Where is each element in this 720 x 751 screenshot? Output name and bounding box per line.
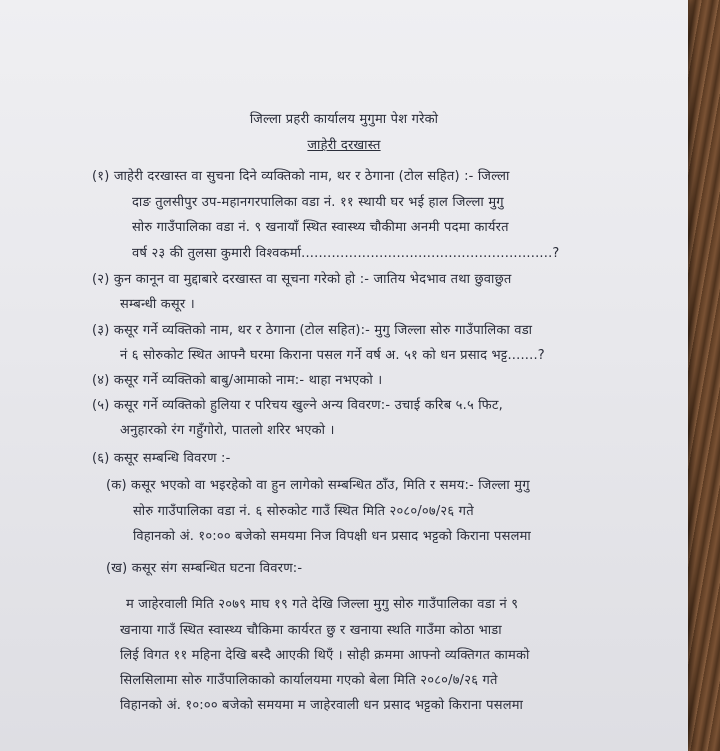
incident-paragraph-line: लिई विगत ११ महिना देखि बस्दै आएकी थिएँ । सोही क्रममा आफ्नो व्यक्तिगत कामको bbox=[120, 648, 530, 663]
item-6a-text: सोरु गाउँपालिका वडा नं. ६ सोरुकोट गाउँ स्थित मिति २०८०/०७/२६ गते bbox=[133, 504, 474, 519]
item-5-text: अनुहारको रंग गहुँगोरो, पातलो शरिर भएको । bbox=[120, 423, 335, 438]
document-title: जिल्ला प्रहरी कार्यालय मुगुमा पेश गरेको bbox=[249, 112, 439, 127]
item-4-text: (४) कसूर गर्ने व्यक्तिको बाबु/आमाको नाम:- थाहा नभएको । bbox=[92, 373, 383, 388]
item-1-text: वर्ष २३ की तुलसा कुमारी विश्वकर्मा..........................................................? bbox=[132, 246, 560, 261]
item-1-text: दाङ तुलसीपुर उप-महानगरपालिका वडा नं. ११ स्थायी घर भई हाल जिल्ला मुगु bbox=[132, 195, 504, 210]
item-6-heading: (६) कसूर सम्बन्धि विवरण :- bbox=[92, 451, 231, 466]
incident-paragraph-line: सिलसिलामा सोरु गाउँपालिकाको कार्यालयमा गएको बेला मिति २०८०/७/२६ गते bbox=[120, 673, 498, 688]
item-2-text: सम्बन्धी कसूर । bbox=[120, 297, 195, 312]
item-6b-heading: (ख) कसूर संग सम्बन्धित घटना विवरण:- bbox=[106, 561, 303, 576]
item-5-text: (५) कसूर गर्ने व्यक्तिको हुलिया र परिचय खुल्ने अन्य विवरण:- उचाई करिब ५.५ फिट, bbox=[92, 398, 503, 413]
item-1-text: सोरु गाउँपालिका वडा नं. ९ खनायाँ स्थित स्वास्थ्य चौकीमा अनमी पदमा कार्यरत bbox=[132, 220, 509, 235]
item-6a-text: विहानको अं. १०:०० बजेको समयमा निज विपक्षी धन प्रसाद भट्टको किराना पसलमा bbox=[133, 529, 531, 544]
item-6a-text: (क) कसूर भएको वा भइरहेको वा हुन लागेको सम्बन्धित ठाँउ, मिति र समय:- जिल्ला मुगु bbox=[106, 478, 530, 493]
incident-paragraph-line: म जाहेरवाली मिति २०७९ माघ १९ गते देखि जिल्ला मुगु सोरु गाउँपालिका वडा नं ९ bbox=[126, 597, 519, 612]
item-3-text: (३) कसूर गर्ने व्यक्तिको नाम, थर र ठेगाना (टोल सहित):- मुगु जिल्ला सोरु गाउँपालिका वडा bbox=[92, 323, 533, 338]
item-3-text: नं ६ सोरुकोट स्थित आफ्नै घरमा किराना पसल गर्ने वर्ष अ. ५१ को धन प्रसाद भट्ट.......? bbox=[120, 348, 545, 363]
item-1-text: (१) जाहेरी दरखास्त वा सुचना दिने व्यक्तिको नाम, थर र ठेगाना (टोल सहित) :- जिल्ला bbox=[92, 169, 510, 184]
item-2-text: (२) कुन कानून वा मुद्दाबारे दरखास्त वा सूचना गरेको हो :- जातिय भेदभाव तथा छुवाछुत bbox=[92, 272, 512, 287]
incident-paragraph-line: खनाया गाउँ स्थित स्वास्थ्य चौकिमा कार्यरत छु र खनाया स्थति गाउँमा कोठा भाडा bbox=[120, 623, 502, 638]
document-subtitle: जाहेरी दरखास्त bbox=[307, 138, 381, 153]
incident-paragraph-line: विहानको अं. १०:०० बजेको समयमा म जाहेरवाली धन प्रसाद भट्टको किराना पसलमा bbox=[120, 698, 524, 713]
